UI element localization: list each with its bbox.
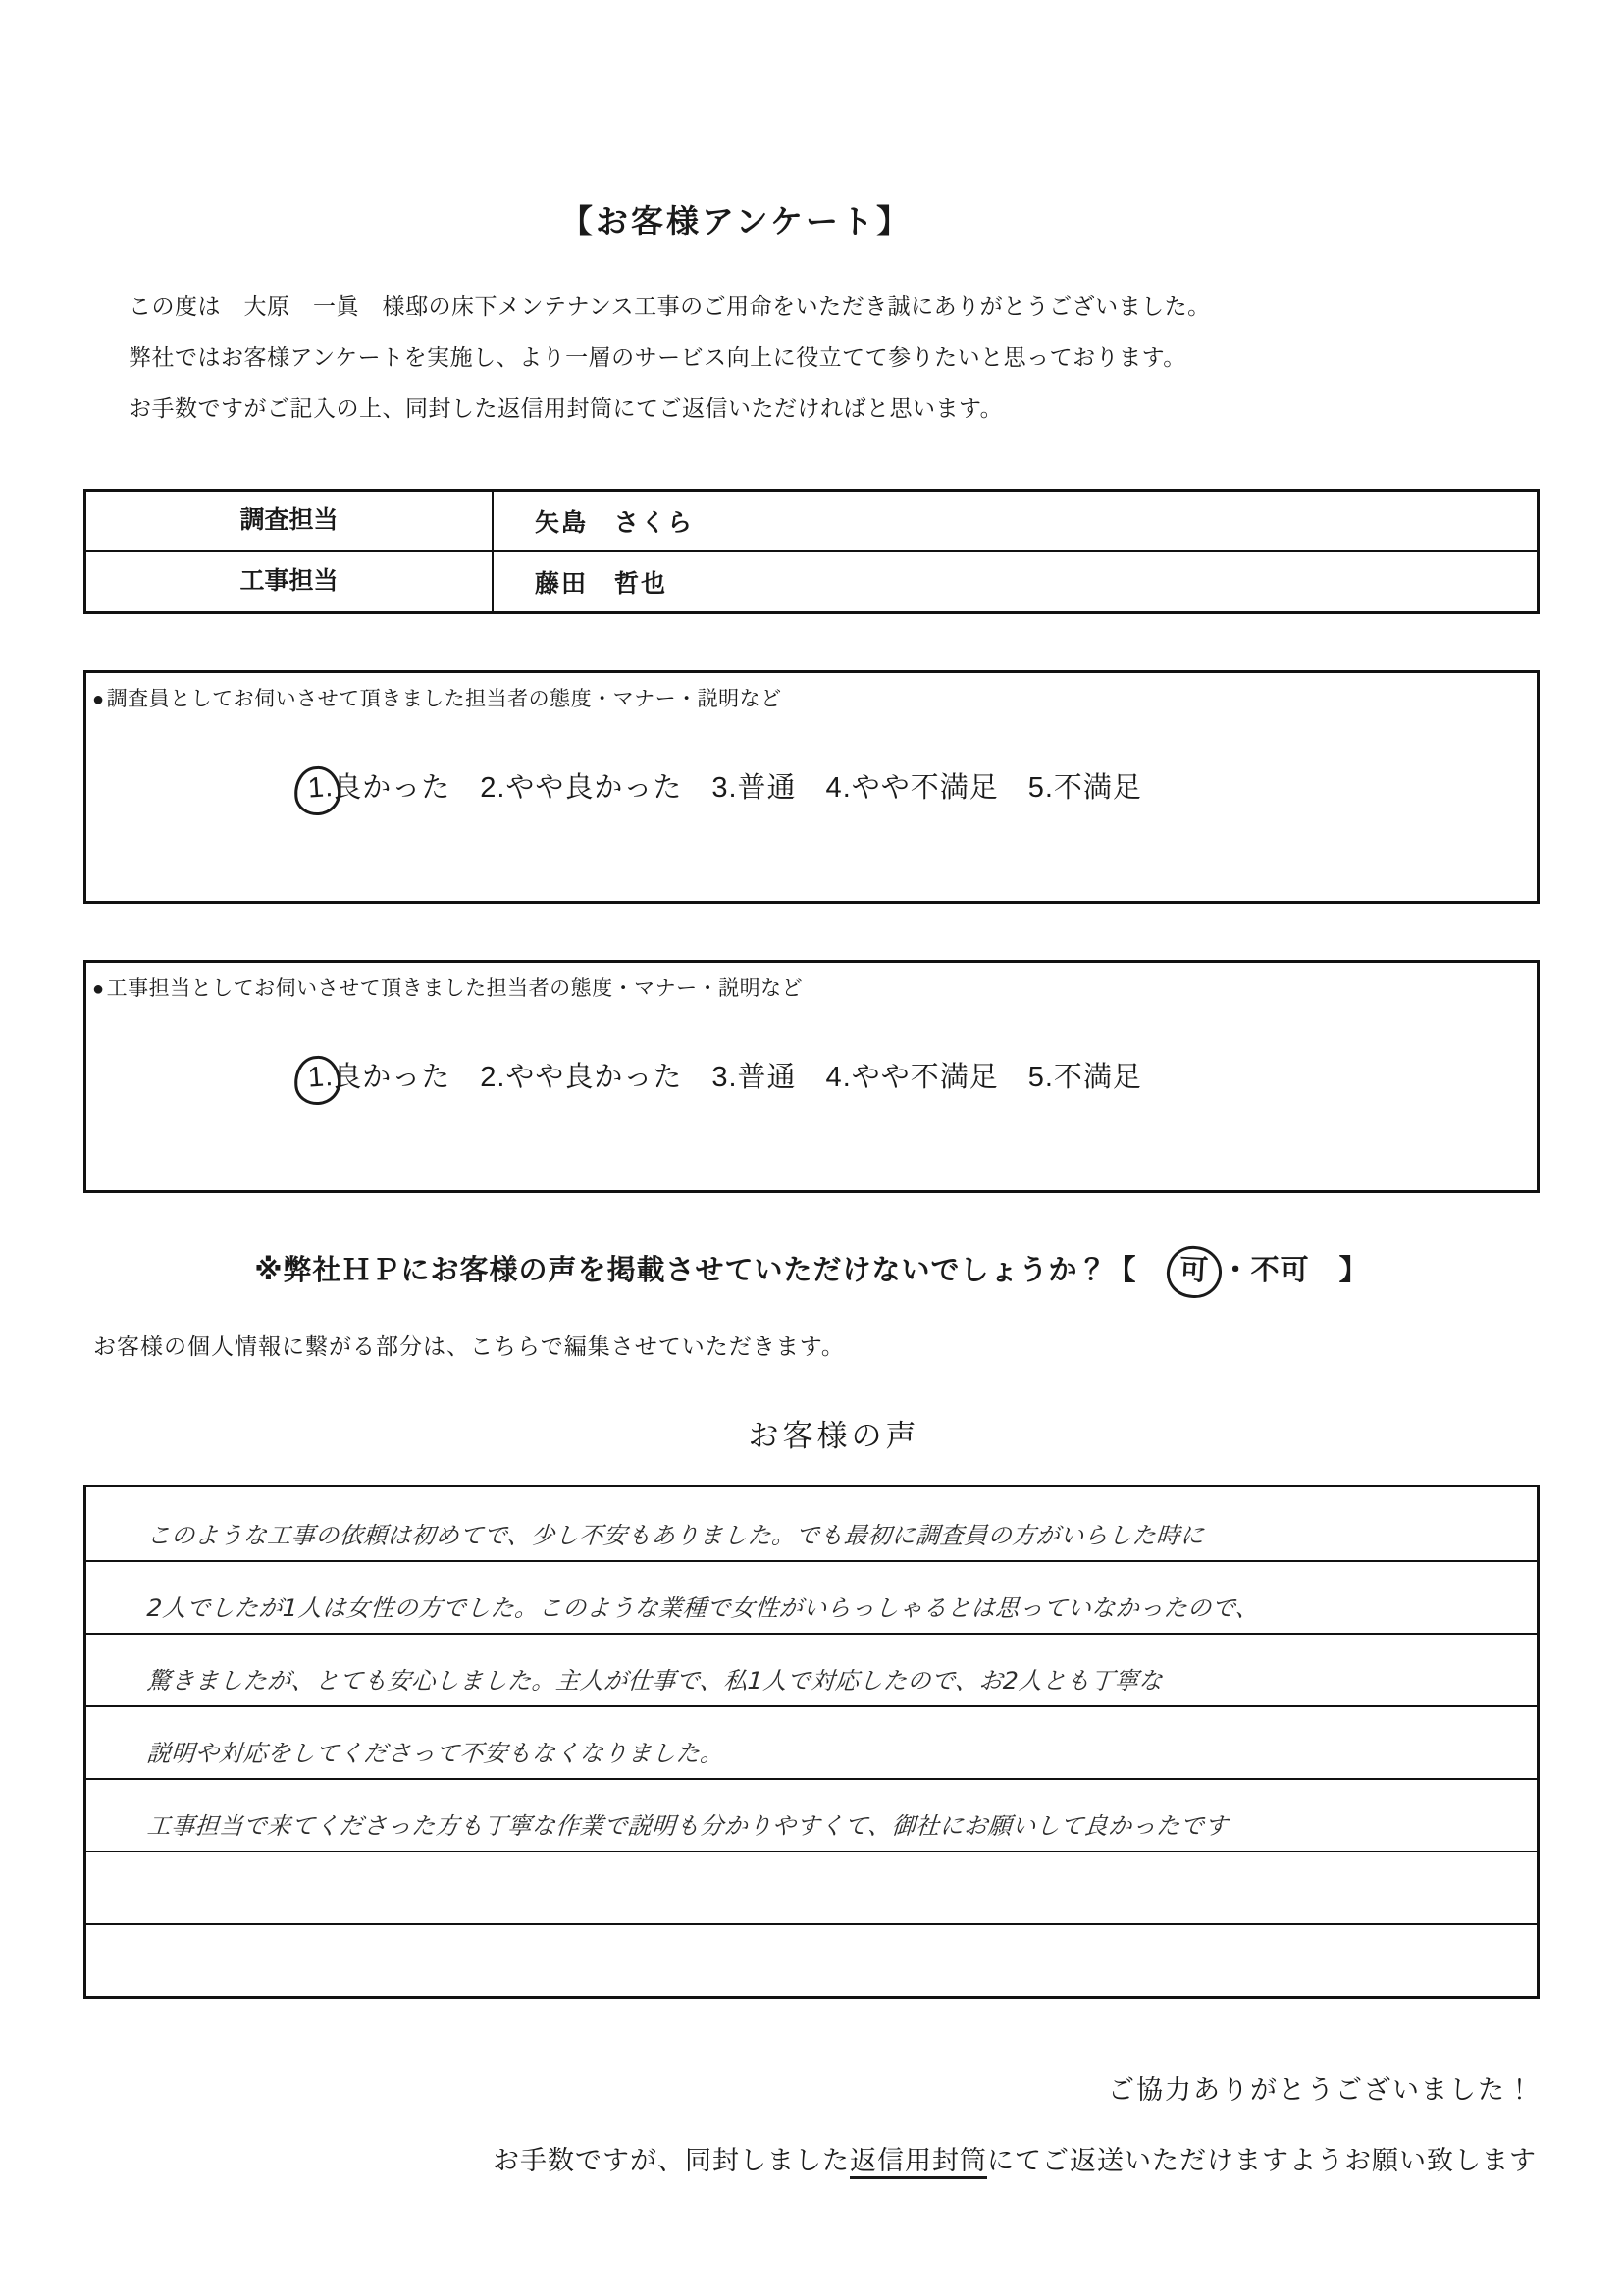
voice-line-row xyxy=(86,1705,1537,1778)
voice-heading: お客様の声 xyxy=(748,1419,920,1453)
rating-options-text: 良かった 2.やや良かった 3.普通 4.やや不満足 5.不満足 xyxy=(333,772,1142,804)
staff-table xyxy=(83,489,1540,614)
customer-voice-box xyxy=(83,1485,1540,1999)
footer-thanks: ご協力ありがとうございました！ xyxy=(1108,2075,1535,2105)
staff-name-value: 矢島 さくら xyxy=(535,509,695,537)
table-row-constructor xyxy=(86,550,1537,611)
reply-envelope-underlined: 返信用封筒 xyxy=(850,2146,987,2179)
voice-line-row xyxy=(86,1633,1537,1705)
handwritten-text: 工事担当で来てくださった方も丁寧な作業で説明も分かりやすくて、御社にお願いして良かったです xyxy=(145,1812,1230,1840)
voice-line-row xyxy=(86,1923,1537,1996)
rating-options-text: 良かった 2.やや良かった 3.普通 4.やや不満足 5.不満足 xyxy=(333,1062,1142,1093)
hp-permission-suffix: 】 xyxy=(1309,1255,1369,1286)
selected-rating-circle: 1. xyxy=(292,1054,342,1106)
footer-request xyxy=(493,2139,1537,2177)
intro-paragraph xyxy=(129,281,1211,434)
handwritten-text: 説明や対応をしてくださって不安もなくなりました。 xyxy=(145,1740,725,1767)
page-title: 【お客様アンケート】 xyxy=(559,203,913,239)
voice-line-row xyxy=(86,1778,1537,1851)
hp-permission-prefix: ※弊社ＨＰにお客様の声を掲載させていただけないでしょうか？【 xyxy=(254,1255,1167,1286)
handwritten-text: このような工事の依頼は初めてで、少し不安もありました。でも最初に調査員の方がいらした時に xyxy=(145,1522,1206,1549)
selected-rating-circle: 1. xyxy=(292,764,342,816)
footer-request-suffix: にてご返送いただけますようお願い致します xyxy=(987,2146,1537,2175)
survey-question-text: 調査員としてお伺いさせて頂きました担当者の態度・マナー・説明など xyxy=(106,688,782,710)
survey-question xyxy=(86,673,1537,712)
staff-name-value: 藤田 哲也 xyxy=(535,570,668,598)
survey-section-inspector xyxy=(83,670,1540,904)
intro-line-3: お手数ですがご記入の上、同封した返信用封筒にてご返信いただければと思います。 xyxy=(129,395,1004,421)
intro-line-1: この度は 大原 一眞 様邸の床下メンテナンス工事のご用命をいただき誠にありがとうございました。 xyxy=(129,293,1211,319)
hp-permission-note: お客様の個人情報に繋がる部分は、こちらで編集させていただきます。 xyxy=(93,1333,845,1359)
staff-role-label: 調査担当 xyxy=(86,492,494,550)
table-row-inspector xyxy=(86,492,1537,550)
hp-permission-question xyxy=(0,1248,1623,1288)
survey-section-constructor xyxy=(83,960,1540,1193)
handwritten-text: 驚きましたが、とても安心しました。主人が仕事で、私1人で対応したので、お2人とも丁寧な xyxy=(145,1667,1164,1695)
bullet-icon: ● xyxy=(92,689,105,710)
voice-line-row xyxy=(86,1851,1537,1923)
intro-line-2: 弊社ではお客様アンケートを実施し、より一層のサービス向上に役立てて参りたいと思っております。 xyxy=(129,344,1186,370)
permission-allow-circled: 可 xyxy=(1165,1245,1223,1300)
bullet-icon: ● xyxy=(92,978,105,1000)
voice-line-row xyxy=(86,1560,1537,1633)
rating-options xyxy=(86,765,1537,806)
permission-deny: 不可 xyxy=(1250,1255,1310,1286)
footer-request-prefix: お手数ですが、同封しました xyxy=(493,2146,850,2175)
survey-question xyxy=(86,963,1537,1002)
survey-question-text: 工事担当としてお伺いさせて頂きました担当者の態度・マナー・説明など xyxy=(106,977,804,1000)
voice-line-row xyxy=(86,1487,1537,1560)
permission-separator: ・ xyxy=(1221,1255,1251,1286)
handwritten-text: 2人でしたが1人は女性の方でした。このような業種で女性がいらっしゃるとは思っていなかったので、 xyxy=(145,1594,1261,1622)
staff-role-label: 工事担当 xyxy=(86,552,494,611)
rating-options xyxy=(86,1055,1537,1095)
